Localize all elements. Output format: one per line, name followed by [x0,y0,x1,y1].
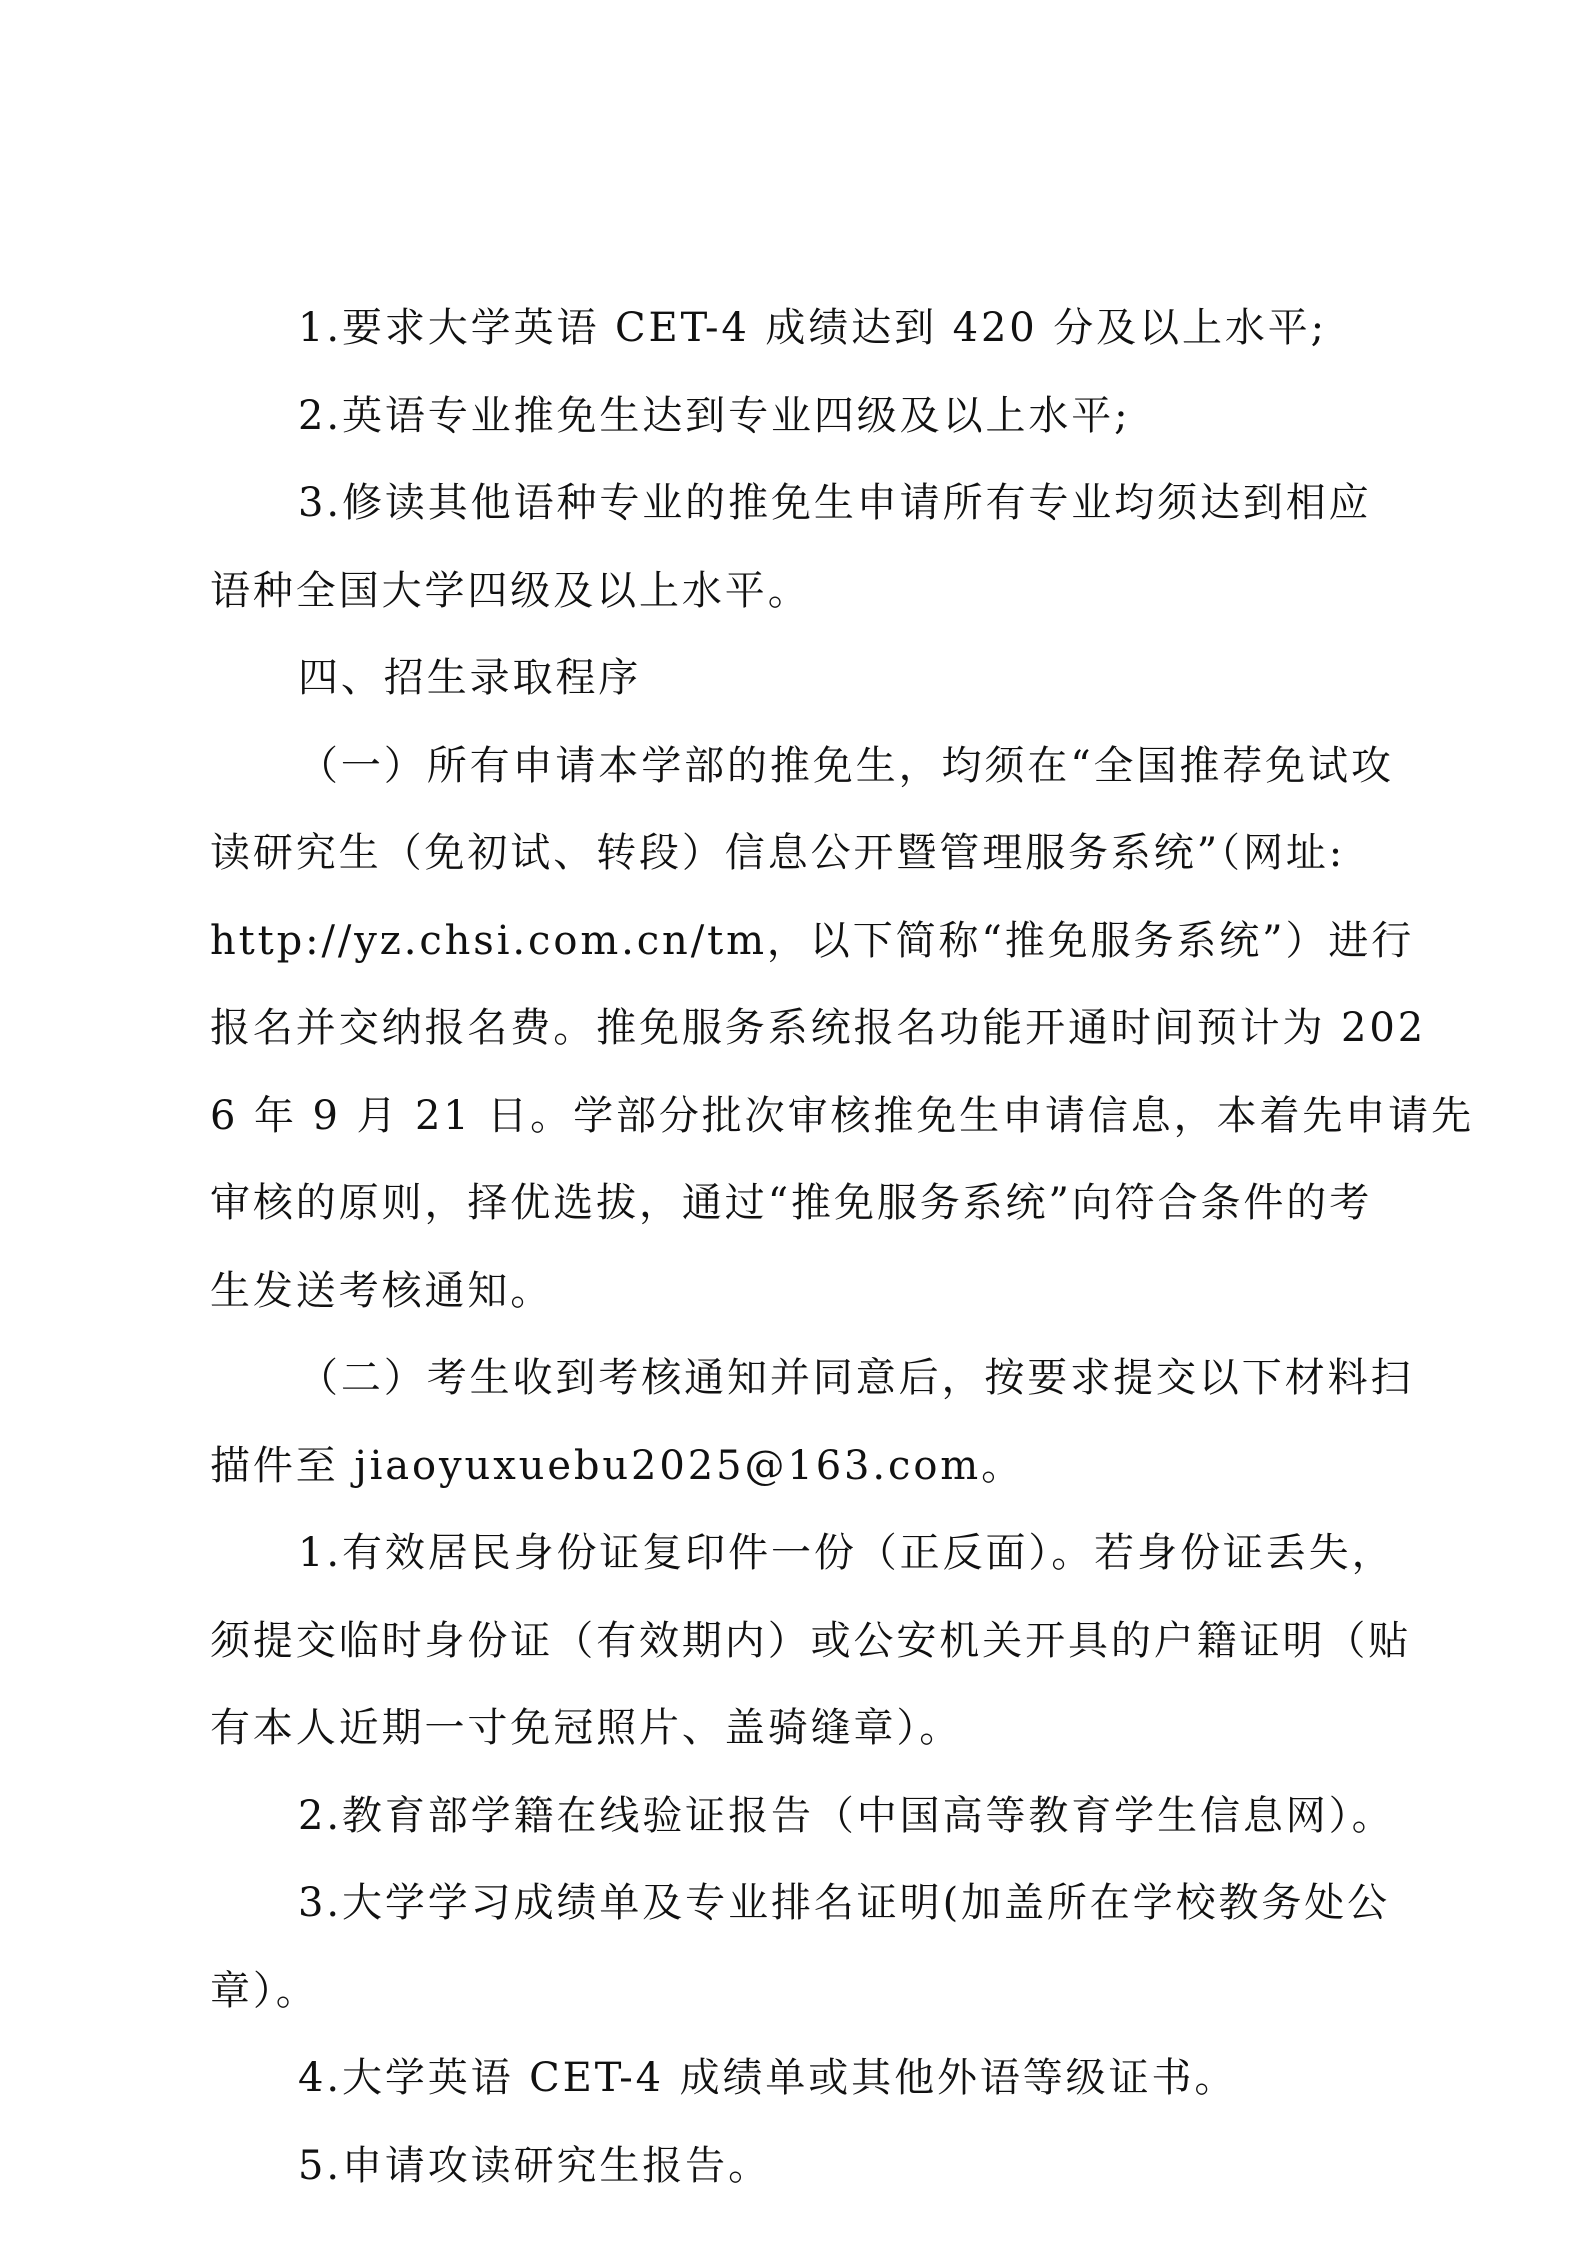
paragraph-1-line: 报名并交纳报名费。推免服务系统报名功能开通时间预计为 202 [210,1005,1427,1051]
material-item-3-continued: 章）。 [210,1967,319,2014]
paragraph-1-line: 读研究生（免初试、转段）信息公开暨管理服务系统”（网址: [210,830,1346,876]
paragraph-2-line: （二）考生收到考核通知并同意后，按要求提交以下材料扫 [298,1355,1414,1401]
requirement-item-1: 1.要求大学英语 CET-4 成绩达到 420 分及以上水平; [298,305,1328,351]
material-item-4: 4.大学英语 CET-4 成绩单或其他外语等级证书。 [298,2055,1238,2101]
requirement-item-3: 3.修读其他语种专业的推免生申请所有专业均须达到相应 [298,480,1372,526]
requirement-item-2: 2.英语专业推免生达到专业四级及以上水平; [298,392,1131,439]
material-item-5: 5.申请攻读研究生报告。 [298,2142,771,2189]
paragraph-1-line: 6 年 9 月 21 日。学部分批次审核推免生申请信息，本着先申请先 [210,1092,1474,1139]
material-item-1-continued: 须提交临时身份证（有效期内）或公安机关开具的户籍证明（贴 [210,1617,1412,1664]
material-item-2: 2.教育部学籍在线验证报告（中国高等教育学生信息网）。 [298,1792,1395,1839]
material-item-1-continued: 有本人近期一寸免冠照片、盖骑缝章）。 [210,1705,963,1751]
paragraph-1-line: （一）所有申请本学部的推免生，均须在“全国推荐免试攻 [298,742,1394,789]
material-item-1: 1.有效居民身份证复印件一份（正反面）。若身份证丢失， [298,1530,1395,1576]
document-body [210,285,1474,2210]
section-heading: 四、招生录取程序 [298,655,642,701]
paragraph-1-line: 审核的原则，择优选拔，通过“推免服务系统”向符合条件的考 [210,1180,1373,1226]
material-item-3: 3.大学学习成绩单及专业排名证明(加盖所在学校教务处公 [298,1880,1391,1926]
paragraph-1-line: 生发送考核通知。 [210,1267,554,1314]
requirement-item-3-continued: 语种全国大学四级及以上水平。 [210,567,811,614]
paragraph-2-line: 描件至 jiaoyuxuebu2025@163.com。 [210,1442,1025,1489]
paragraph-1-line: http://yz.chsi.com.cn/tm，以下简称“推免服务系统”）进行 [210,917,1415,964]
